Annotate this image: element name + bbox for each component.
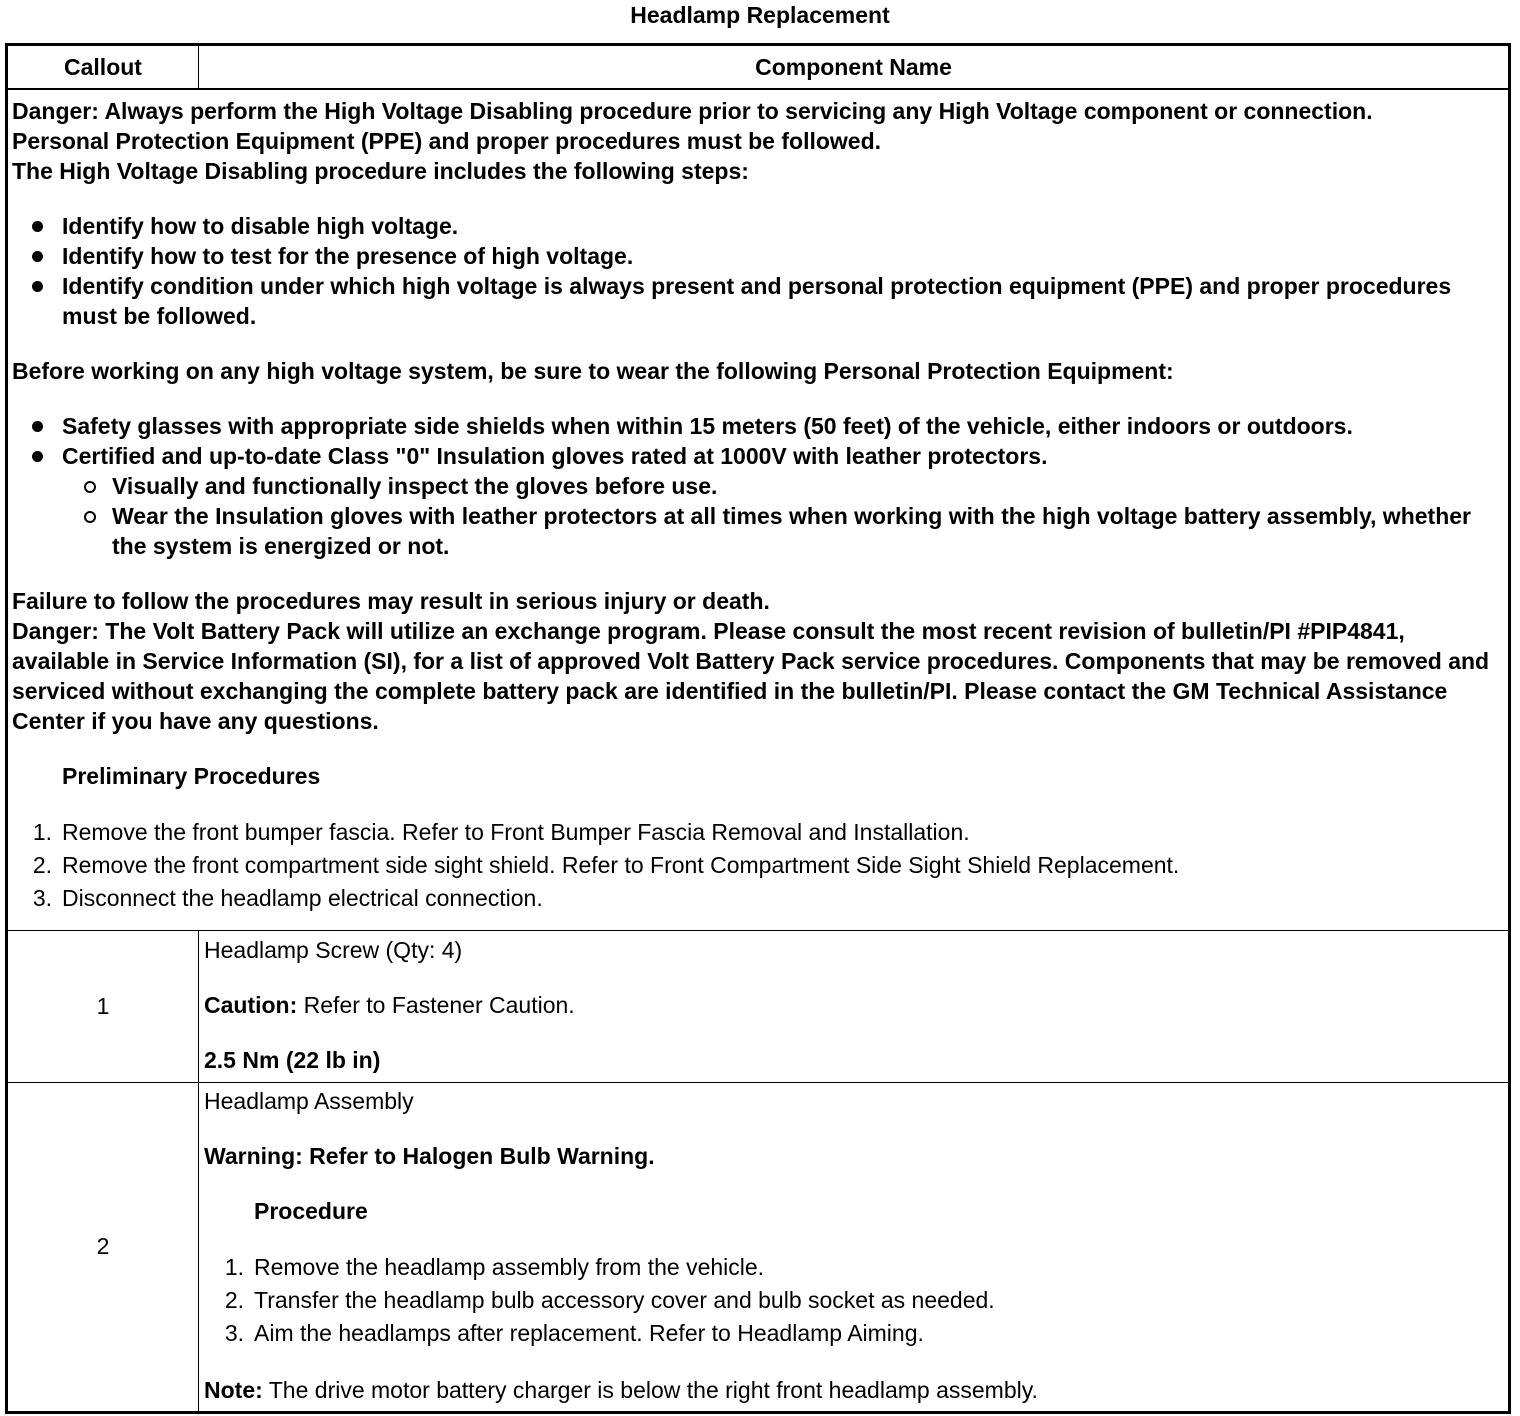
step-number: 2.: [32, 852, 52, 878]
list-item: [12, 471, 1502, 501]
step-text: Disconnect the headlamp electrical connection.: [62, 885, 543, 911]
list-item-text: Identify condition under which high voltage is always present and personal protection equipment (PPE) and proper procedures must be followed.: [62, 273, 1452, 329]
step-number: 1.: [32, 819, 52, 845]
list-item: [204, 1317, 1504, 1350]
list-item: [204, 1284, 1504, 1317]
callout-cell: [8, 1082, 199, 1411]
list-item-text: Certified and up-to-date Class "0" Insulation gloves rated at 1000V with leather protectors.: [62, 443, 1048, 469]
component-name: Headlamp Assembly: [204, 1088, 414, 1114]
bullet-icon: [32, 421, 43, 432]
list-item: [12, 501, 1502, 561]
step-text: Remove the headlamp assembly from the vehicle.: [254, 1254, 765, 1280]
callout-number: 1: [96, 993, 110, 1019]
bullet-icon: [32, 221, 43, 232]
callout-cell: [8, 931, 199, 1082]
list-item-text: Visually and functionally inspect the gloves before use.: [112, 473, 718, 499]
note-line: [204, 1375, 1504, 1405]
step-text: Remove the front compartment side sight shield. Refer to Front Compartment Side Sight Shield Replacement.: [62, 852, 1180, 878]
list-item-text: Safety glasses with appropriate side shields when within 15 meters (50 feet) of the vehicle, either indoors or outdoors.: [62, 413, 1353, 439]
safety-intro: [12, 96, 1502, 915]
ppe-list: [12, 411, 1502, 471]
list-item: [12, 211, 1502, 241]
step-number: 2.: [224, 1287, 244, 1313]
bullet-icon: [32, 251, 43, 262]
glove-list: [12, 471, 1502, 561]
callout-number: 2: [96, 1233, 110, 1259]
step-text: Aim the headlamps after replacement. Refer to Headlamp Aiming.: [254, 1320, 924, 1346]
list-item: [12, 241, 1502, 271]
procedure-table: [5, 43, 1511, 1414]
step-text: Remove the front bumper fascia. Refer to Front Bumper Fascia Removal and Installation.: [62, 819, 970, 845]
preliminary-heading: Preliminary Procedures: [62, 763, 321, 789]
caution-line: [204, 990, 1504, 1020]
page-title: Headlamp Replacement: [630, 2, 890, 28]
note-text: The drive motor battery charger is below the right front headlamp assembly.: [262, 1377, 1038, 1403]
danger-battery-pack: Danger: The Volt Battery Pack will utilize an exchange program. Please consult the most recent revision of bulletin/PI #PIP4841, available in Service Information (SI), for a list of approved Volt Battery Pack service procedures. Components that may be removed and serviced without exchanging the complete battery pack are identified in the bulletin/PI. Please contact the GM Technical Assistance Center if you have any questions.: [12, 618, 1490, 734]
component-cell: [204, 1086, 1504, 1405]
list-item-text: Identify how to disable high voltage.: [62, 213, 459, 239]
danger-high-voltage: Danger: Always perform the High Voltage Disabling procedure prior to servicing any High Voltage component or connection.: [12, 98, 1373, 124]
procedure-heading: Procedure: [254, 1198, 368, 1224]
circle-bullet-icon: [84, 511, 96, 523]
failure-warning: Failure to follow the procedures may result in serious injury or death.: [12, 588, 770, 614]
header-component-name: Component Name: [755, 54, 952, 80]
list-item: [12, 816, 1502, 849]
table-row: [8, 930, 1508, 1083]
step-number: 1.: [224, 1254, 244, 1280]
component-cell: [204, 935, 1504, 1075]
circle-bullet-icon: [84, 481, 96, 493]
note-label: Note:: [204, 1377, 263, 1403]
component-name: Headlamp Screw (Qty: 4): [204, 937, 463, 963]
list-item: [12, 271, 1502, 331]
table-row: [8, 1082, 1508, 1411]
header-callout: Callout: [8, 46, 199, 88]
ppe-line: Personal Protection Equipment (PPE) and proper procedures must be followed.: [12, 128, 882, 154]
list-item-text: Wear the Insulation gloves with leather protectors at all times when working with the high voltage battery assembly, whether the system is energized or not.: [112, 503, 1471, 559]
step-text: Transfer the headlamp bulb accessory cover and bulb socket as needed.: [254, 1287, 995, 1313]
disabling-steps: [12, 211, 1502, 331]
before-working: Before working on any high voltage system, be sure to wear the following Personal Protection Equipment:: [12, 358, 1174, 384]
bullet-icon: [32, 281, 43, 292]
list-item: [12, 849, 1502, 882]
list-item-text: Identify how to test for the presence of high voltage.: [62, 243, 634, 269]
torque-spec: 2.5 Nm (22 lb in): [204, 1047, 381, 1073]
procedure-steps: [204, 1251, 1504, 1350]
bullet-icon: [32, 451, 43, 462]
preliminary-steps: [12, 816, 1502, 915]
list-item: [12, 411, 1502, 441]
step-number: 3.: [224, 1320, 244, 1346]
list-item: [204, 1251, 1504, 1284]
steps-intro: The High Voltage Disabling procedure includes the following steps:: [12, 158, 749, 184]
list-item: [12, 882, 1502, 915]
caution-label: Caution:: [204, 992, 298, 1018]
caution-text: Refer to Fastener Caution.: [297, 992, 575, 1018]
step-number: 3.: [32, 885, 52, 911]
list-item: [12, 441, 1502, 471]
table-header: [8, 46, 1508, 90]
warning-line: Warning: Refer to Halogen Bulb Warning.: [204, 1143, 655, 1169]
